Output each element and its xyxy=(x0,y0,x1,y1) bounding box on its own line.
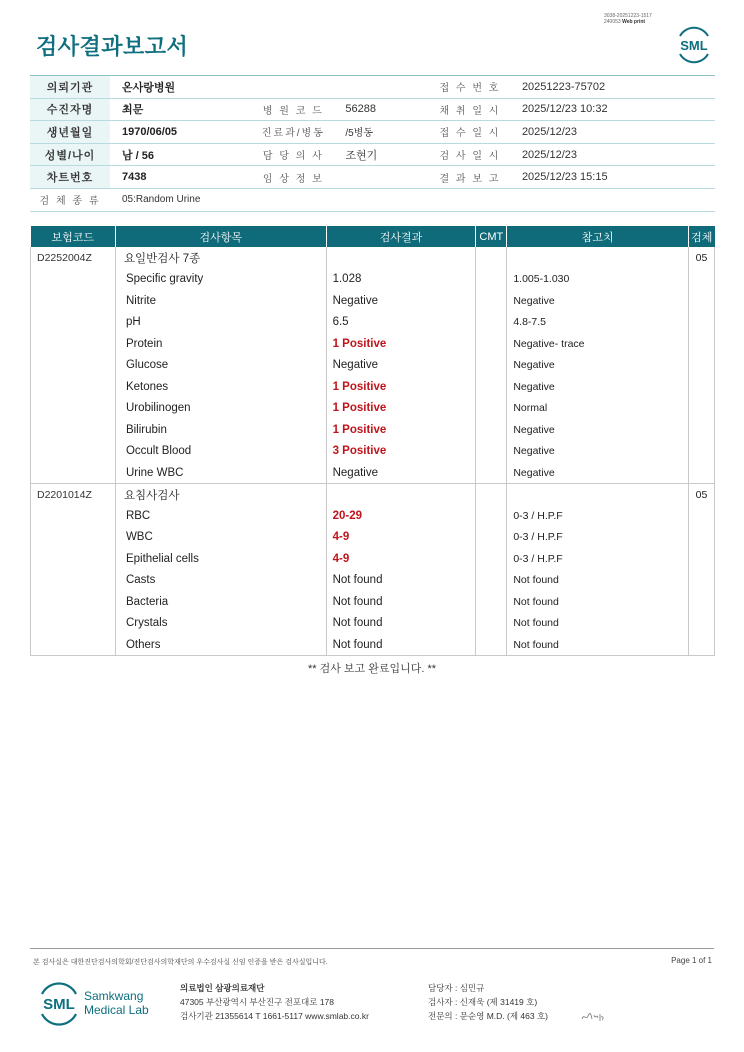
print-code xyxy=(604,13,652,25)
insurance-code xyxy=(31,634,116,656)
organization-name: 의료법인 삼광의료재단 xyxy=(180,983,265,993)
cmt-cell xyxy=(476,290,507,312)
organization-address: 47305 부산광역시 부산진구 전포대로 178 xyxy=(180,997,335,1007)
specimen-code xyxy=(688,333,714,355)
reference-value: Negative xyxy=(507,462,689,484)
organization-contact: 검사기관 21355614 T 1661-5117 www.smlab.co.kr xyxy=(180,1011,369,1021)
reference-value: Not found xyxy=(507,634,689,656)
info-row xyxy=(30,76,715,99)
info-value xyxy=(333,166,430,189)
test-result: Negative xyxy=(326,462,476,484)
test-result: 4-9 xyxy=(326,548,476,570)
cmt-cell xyxy=(476,247,507,269)
insurance-code xyxy=(31,527,116,549)
test-result: 20-29 xyxy=(326,505,476,527)
info-row xyxy=(30,166,715,189)
test-item: Urobilinogen xyxy=(115,398,326,420)
insurance-code xyxy=(31,505,116,527)
test-item: Protein xyxy=(115,333,326,355)
table-row xyxy=(31,269,715,291)
cmt-cell xyxy=(476,570,507,592)
table-row xyxy=(31,441,715,463)
print-code-line1: 3038-20251223-1517 xyxy=(604,13,652,19)
test-result: 1 Positive xyxy=(326,398,476,420)
test-item: Others xyxy=(115,634,326,656)
col-reference: 참고치 xyxy=(507,226,689,247)
signature-image xyxy=(580,1010,606,1024)
specimen-code xyxy=(688,634,714,656)
cmt-cell xyxy=(476,505,507,527)
reference-value: Negative xyxy=(507,290,689,312)
report-complete-note: ** 검사 보고 완료입니다. ** xyxy=(307,663,437,675)
reference-value: Not found xyxy=(507,591,689,613)
test-group-name: 요침사검사 xyxy=(115,484,326,506)
test-item: RBC xyxy=(115,505,326,527)
specimen-code xyxy=(688,462,714,484)
test-result: 1 Positive xyxy=(326,419,476,441)
info-value: 2025/12/23 15:15 xyxy=(510,166,715,189)
reference-value: Normal xyxy=(507,398,689,420)
insurance-code xyxy=(31,355,116,377)
cmt-cell xyxy=(476,613,507,635)
staff-specialist: 전문의 : 문순영 M.D. (제 463 호) xyxy=(428,1011,549,1021)
organization-info xyxy=(180,981,369,1023)
info-value: 2025/12/23 10:32 xyxy=(510,98,715,121)
specimen-code xyxy=(688,527,714,549)
test-item: WBC xyxy=(115,527,326,549)
info-value: 조현기 xyxy=(333,143,430,166)
test-result: 1.028 xyxy=(326,269,476,291)
info-label: 결 과 보 고 xyxy=(430,166,510,189)
cmt-cell xyxy=(476,484,507,506)
info-value: 1970/06/05 xyxy=(110,121,253,144)
cmt-cell xyxy=(476,441,507,463)
insurance-code xyxy=(31,441,116,463)
test-result xyxy=(326,484,476,506)
info-value: /5병동 xyxy=(333,121,430,144)
specimen-value: 05:Random Urine xyxy=(110,188,715,211)
cmt-cell xyxy=(476,333,507,355)
test-item: Bilirubin xyxy=(115,419,326,441)
specimen-code xyxy=(688,269,714,291)
info-label: 병 원 코 드 xyxy=(253,98,333,121)
info-value: 20251223-75702 xyxy=(510,76,715,99)
test-result: Not found xyxy=(326,591,476,613)
reference-value: 4.8-7.5 xyxy=(507,312,689,334)
reference-value: Not found xyxy=(507,570,689,592)
specimen-code xyxy=(688,398,714,420)
specimen-code xyxy=(688,570,714,592)
cmt-cell xyxy=(476,591,507,613)
svg-text:SML: SML xyxy=(680,38,708,53)
info-label: 성별/나이 xyxy=(30,143,110,166)
info-row xyxy=(30,121,715,144)
sml-logo-icon xyxy=(674,24,714,64)
specimen-code xyxy=(688,613,714,635)
specimen-code xyxy=(688,505,714,527)
insurance-code xyxy=(31,290,116,312)
test-result: Negative xyxy=(326,290,476,312)
col-specimen: 검체 xyxy=(688,226,714,247)
info-label: 접 수 일 시 xyxy=(430,121,510,144)
cmt-cell xyxy=(476,548,507,570)
test-item: Crystals xyxy=(115,613,326,635)
col-cmt: CMT xyxy=(476,226,507,247)
info-value xyxy=(333,76,430,99)
specimen-label: 검 체 종 류 xyxy=(30,188,110,211)
insurance-code xyxy=(31,269,116,291)
table-row xyxy=(31,333,715,355)
info-label: 생년월일 xyxy=(30,121,110,144)
table-row xyxy=(31,634,715,656)
specimen-code xyxy=(688,355,714,377)
reference-value xyxy=(507,484,689,506)
specimen-code xyxy=(688,376,714,398)
cmt-cell xyxy=(476,398,507,420)
specimen-code: 05 xyxy=(688,247,714,269)
table-row xyxy=(31,613,715,635)
test-result: 1 Positive xyxy=(326,333,476,355)
insurance-code xyxy=(31,419,116,441)
test-result: 6.5 xyxy=(326,312,476,334)
insurance-code xyxy=(31,591,116,613)
reference-value: Not found xyxy=(507,613,689,635)
staff-info xyxy=(428,981,548,1023)
insurance-code xyxy=(31,398,116,420)
table-row xyxy=(31,591,715,613)
test-item: Casts xyxy=(115,570,326,592)
specimen-code xyxy=(688,290,714,312)
info-label: 의뢰기관 xyxy=(30,76,110,99)
reference-value: 0-3 / H.P.F xyxy=(507,505,689,527)
table-row xyxy=(31,462,715,484)
info-label xyxy=(253,76,333,99)
cmt-cell xyxy=(476,312,507,334)
col-test-item: 검사항목 xyxy=(115,226,326,247)
reference-value: Negative xyxy=(507,441,689,463)
reference-value: 0-3 / H.P.F xyxy=(507,548,689,570)
test-result: 1 Positive xyxy=(326,376,476,398)
cmt-cell xyxy=(476,462,507,484)
test-item: Occult Blood xyxy=(115,441,326,463)
brand-line2: Medical Lab xyxy=(84,1003,149,1017)
result-table xyxy=(30,226,715,656)
test-item: Epithelial cells xyxy=(115,548,326,570)
insurance-code: D2201014Z xyxy=(31,484,116,506)
table-row xyxy=(31,505,715,527)
reference-value: Negative xyxy=(507,376,689,398)
info-value: 남 / 56 xyxy=(110,143,253,166)
group-header-row xyxy=(31,247,715,269)
col-insurance-code: 보험코드 xyxy=(31,226,116,247)
cmt-cell xyxy=(476,634,507,656)
specimen-code: 05 xyxy=(688,484,714,506)
info-value: 56288 xyxy=(333,98,430,121)
specimen-code xyxy=(688,441,714,463)
info-row xyxy=(30,143,715,166)
info-value: 2025/12/23 xyxy=(510,121,715,144)
reference-value: Negative- trace xyxy=(507,333,689,355)
print-code-line2: 240053 xyxy=(604,19,621,25)
staff-tester: 검사자 : 신재욱 (제 31419 호) xyxy=(428,997,538,1007)
cmt-cell xyxy=(476,527,507,549)
table-row xyxy=(31,355,715,377)
test-item: Specific gravity xyxy=(115,269,326,291)
info-label: 진료과/병동 xyxy=(253,121,333,144)
table-row xyxy=(31,312,715,334)
cmt-cell xyxy=(476,355,507,377)
table-row xyxy=(31,419,715,441)
reference-value: Negative xyxy=(507,355,689,377)
info-label: 담 당 의 사 xyxy=(253,143,333,166)
svg-text:SML: SML xyxy=(43,996,75,1013)
table-row xyxy=(31,290,715,312)
insurance-code xyxy=(31,613,116,635)
test-result: 4-9 xyxy=(326,527,476,549)
info-value: 7438 xyxy=(110,166,253,189)
specimen-code xyxy=(688,312,714,334)
brand-line1: Samkwang xyxy=(84,989,144,1003)
table-row xyxy=(31,398,715,420)
patient-info-table xyxy=(30,75,715,212)
report-title: 검사결과보고서 xyxy=(36,34,189,59)
table-row xyxy=(31,527,715,549)
result-header-row xyxy=(31,226,715,247)
info-value: 온사랑병원 xyxy=(110,76,253,99)
staff-manager: 담당자 : 심민규 xyxy=(428,983,485,993)
insurance-code xyxy=(31,570,116,592)
insurance-code xyxy=(31,462,116,484)
web-print-label: Web print xyxy=(622,19,646,25)
test-result xyxy=(326,247,476,269)
test-item: Urine WBC xyxy=(115,462,326,484)
info-label: 수진자명 xyxy=(30,98,110,121)
cmt-cell xyxy=(476,376,507,398)
reference-value: 1.005-1.030 xyxy=(507,269,689,291)
info-row xyxy=(30,98,715,121)
page-number: Page 1 of 1 xyxy=(671,956,712,965)
insurance-code xyxy=(31,548,116,570)
insurance-code xyxy=(31,312,116,334)
insurance-code xyxy=(31,333,116,355)
test-group-name: 요일반검사 7종 xyxy=(115,247,326,269)
info-value: 최문 xyxy=(110,98,253,121)
group-header-row xyxy=(31,484,715,506)
test-item: Nitrite xyxy=(115,290,326,312)
insurance-code xyxy=(31,376,116,398)
info-label: 차트번호 xyxy=(30,166,110,189)
table-row xyxy=(31,376,715,398)
test-item: Glucose xyxy=(115,355,326,377)
insurance-code: D2252004Z xyxy=(31,247,116,269)
table-row xyxy=(31,548,715,570)
info-label: 검 사 일 시 xyxy=(430,143,510,166)
info-value: 2025/12/23 xyxy=(510,143,715,166)
specimen-code xyxy=(688,591,714,613)
reference-value: Negative xyxy=(507,419,689,441)
test-result: Not found xyxy=(326,634,476,656)
specimen-code xyxy=(688,419,714,441)
reference-value xyxy=(507,247,689,269)
test-item: Ketones xyxy=(115,376,326,398)
info-label: 임 상 정 보 xyxy=(253,166,333,189)
test-item: pH xyxy=(115,312,326,334)
test-item: Bacteria xyxy=(115,591,326,613)
test-result: Not found xyxy=(326,570,476,592)
footer-divider xyxy=(30,948,714,949)
reference-value: 0-3 / H.P.F xyxy=(507,527,689,549)
col-test-result: 검사결과 xyxy=(326,226,476,247)
test-result: 3 Positive xyxy=(326,441,476,463)
cmt-cell xyxy=(476,419,507,441)
specimen-code xyxy=(688,548,714,570)
certification-note: 본 검사실은 대한진단검사의학회/진단검사의학재단의 우수검사실 신임 인증을 받은 검사실입니다. xyxy=(33,959,328,966)
test-result: Not found xyxy=(326,613,476,635)
specimen-row xyxy=(30,188,715,211)
cmt-cell xyxy=(476,269,507,291)
brand-name xyxy=(84,989,149,1017)
test-result: Negative xyxy=(326,355,476,377)
info-label: 채 취 일 시 xyxy=(430,98,510,121)
info-label: 접 수 번 호 xyxy=(430,76,510,99)
table-row xyxy=(31,570,715,592)
sml-footer-logo-icon xyxy=(36,980,82,1026)
